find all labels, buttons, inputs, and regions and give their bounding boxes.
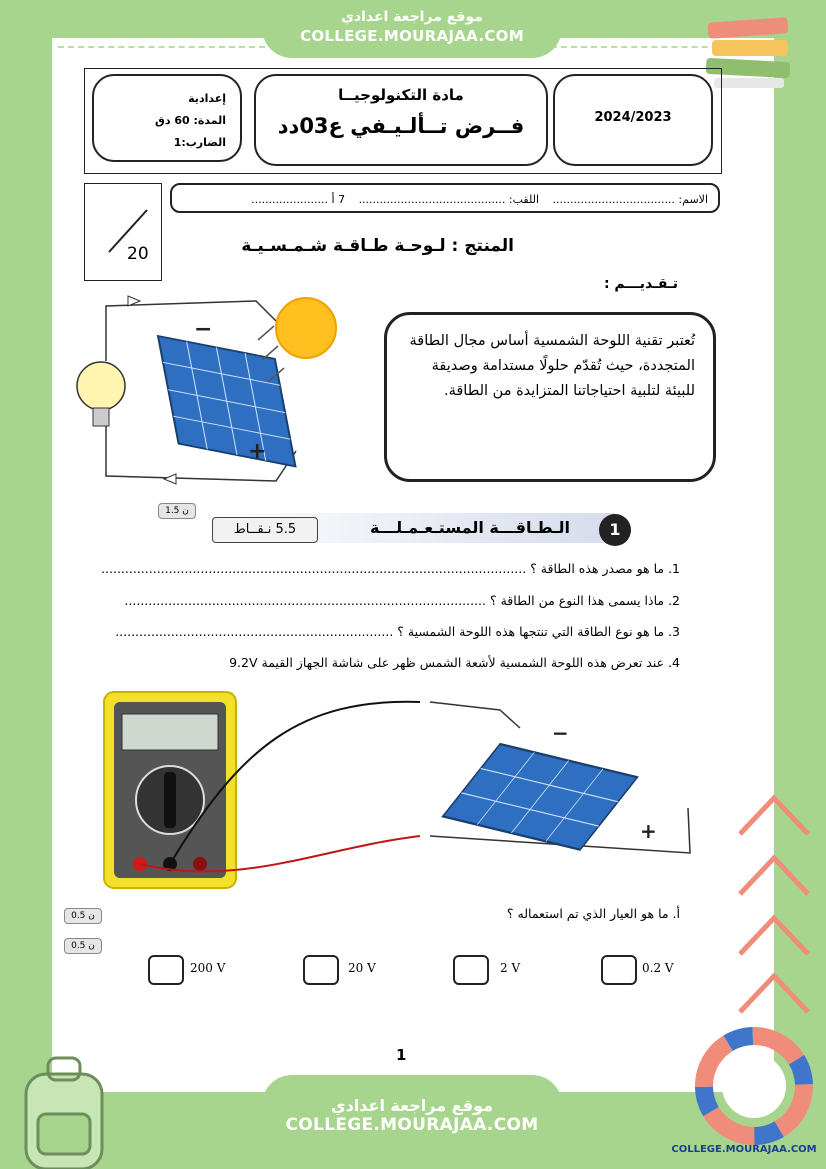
- score-slash-icon: [85, 184, 161, 280]
- school-year: 2024/2023: [594, 110, 672, 125]
- choice-label-0-2v: 0.2 V: [642, 961, 674, 975]
- choice-checkbox-200v[interactable]: [148, 955, 184, 985]
- intro-heading: تـقـديـــم :: [603, 276, 678, 292]
- logo-url-text: COLLEGE.MOURAJAA.COM: [671, 1144, 817, 1155]
- class-field[interactable]: 7 أ ......................: [251, 193, 346, 206]
- section-points: 5.5 نـقــاط: [212, 517, 318, 543]
- section-number-icon: [599, 514, 631, 546]
- choice-label-20v: 20 V: [348, 961, 376, 975]
- question-1[interactable]: 1. ما هو مصدر هذه الطاقة ؟ ...........................................................................................................: [101, 561, 680, 576]
- site-url-bottom[interactable]: COLLEGE.MOURAJAA.COM: [285, 1115, 539, 1135]
- top-site-banner[interactable]: [262, 0, 562, 58]
- exam-title: فــرض تــألـيـفي ع03دد: [277, 114, 525, 138]
- points-badge: 1.5 ن: [158, 503, 196, 519]
- page-number: 1: [396, 1046, 407, 1064]
- points-badge-b: 0.5 ن: [64, 938, 102, 954]
- points-badge-a: 0.5 ن: [64, 908, 102, 924]
- header-title-box: [254, 74, 548, 166]
- intro-text: تُعتبر تقنية اللوحة الشمسية أساس مجال الطاقة المتجددة، حيث تُقدّم حلولًا مستدامة وصديقة للبيئة لتلبية احتياجاتنا المتزايدة من الطاقة.: [409, 333, 695, 399]
- svg-text:−: −: [194, 317, 213, 342]
- choice-label-200v: 200 V: [190, 961, 226, 975]
- chevron-decoration-icon: [734, 790, 814, 1020]
- backpack-icon: [14, 1052, 114, 1169]
- solar-circuit-illustration: [66, 286, 356, 496]
- multimeter-illustration: [100, 688, 700, 898]
- duration: المدة: 60 دق: [155, 114, 226, 127]
- section-title: الـطـاقـــة المستـعـمـلـــة: [369, 518, 570, 537]
- level: إعدادية: [188, 92, 226, 105]
- score-box: [84, 183, 162, 281]
- subject: مادة التكنولوجيــا: [338, 86, 464, 104]
- sub-question-a: أ. ما هو العيار الذي تم استعماله ؟: [506, 906, 680, 921]
- site-name: موقع مراجعة اعدادي: [341, 9, 483, 25]
- site-url[interactable]: COLLEGE.MOURAJAA.COM: [300, 27, 524, 45]
- bottom-site-banner[interactable]: [262, 1075, 562, 1169]
- sun-icon: [276, 298, 336, 358]
- site-logo-icon: [692, 1024, 820, 1146]
- svg-text:+: +: [640, 819, 657, 843]
- light-bulb-icon: [77, 362, 125, 410]
- choice-checkbox-0-2v[interactable]: [601, 955, 637, 985]
- coefficient: الضارب:1: [173, 136, 226, 149]
- svg-text:+: +: [248, 439, 267, 464]
- score-total: 20: [127, 244, 149, 264]
- choice-checkbox-2v[interactable]: [453, 955, 489, 985]
- section-number: 1: [609, 520, 621, 539]
- surname-field[interactable]: اللقب: ..........................................: [358, 193, 540, 206]
- header-year-box: [553, 74, 713, 166]
- site-name-bottom: موقع مراجعة اعدادي: [330, 1096, 494, 1115]
- product-title: المنتج : لـوحـة طـاقـة شـمـسـيـة: [241, 236, 514, 256]
- intro-text-box: [384, 312, 716, 482]
- choice-label-2v: 2 V: [500, 961, 521, 975]
- choice-checkbox-20v[interactable]: [303, 955, 339, 985]
- question-4: 4. عند تعرض هذه اللوحة الشمسية لأشعة الشمس ظهر على شاشة الجهاز القيمة 9.2V: [229, 655, 680, 670]
- question-2[interactable]: 2. ماذا يسمى هذا النوع من الطاقة ؟ ...........................................................................................: [124, 593, 680, 608]
- wire-arrow-icon: [164, 474, 176, 484]
- name-field[interactable]: الاسم: ...................................: [552, 193, 708, 206]
- student-info-field[interactable]: [170, 183, 720, 213]
- header-info-box: [92, 74, 242, 162]
- question-3[interactable]: 3. ما هو نوع الطاقة التي تنتجها هذه اللوحة الشمسية ؟ ......................................................................: [115, 624, 680, 639]
- svg-text:−: −: [552, 721, 569, 745]
